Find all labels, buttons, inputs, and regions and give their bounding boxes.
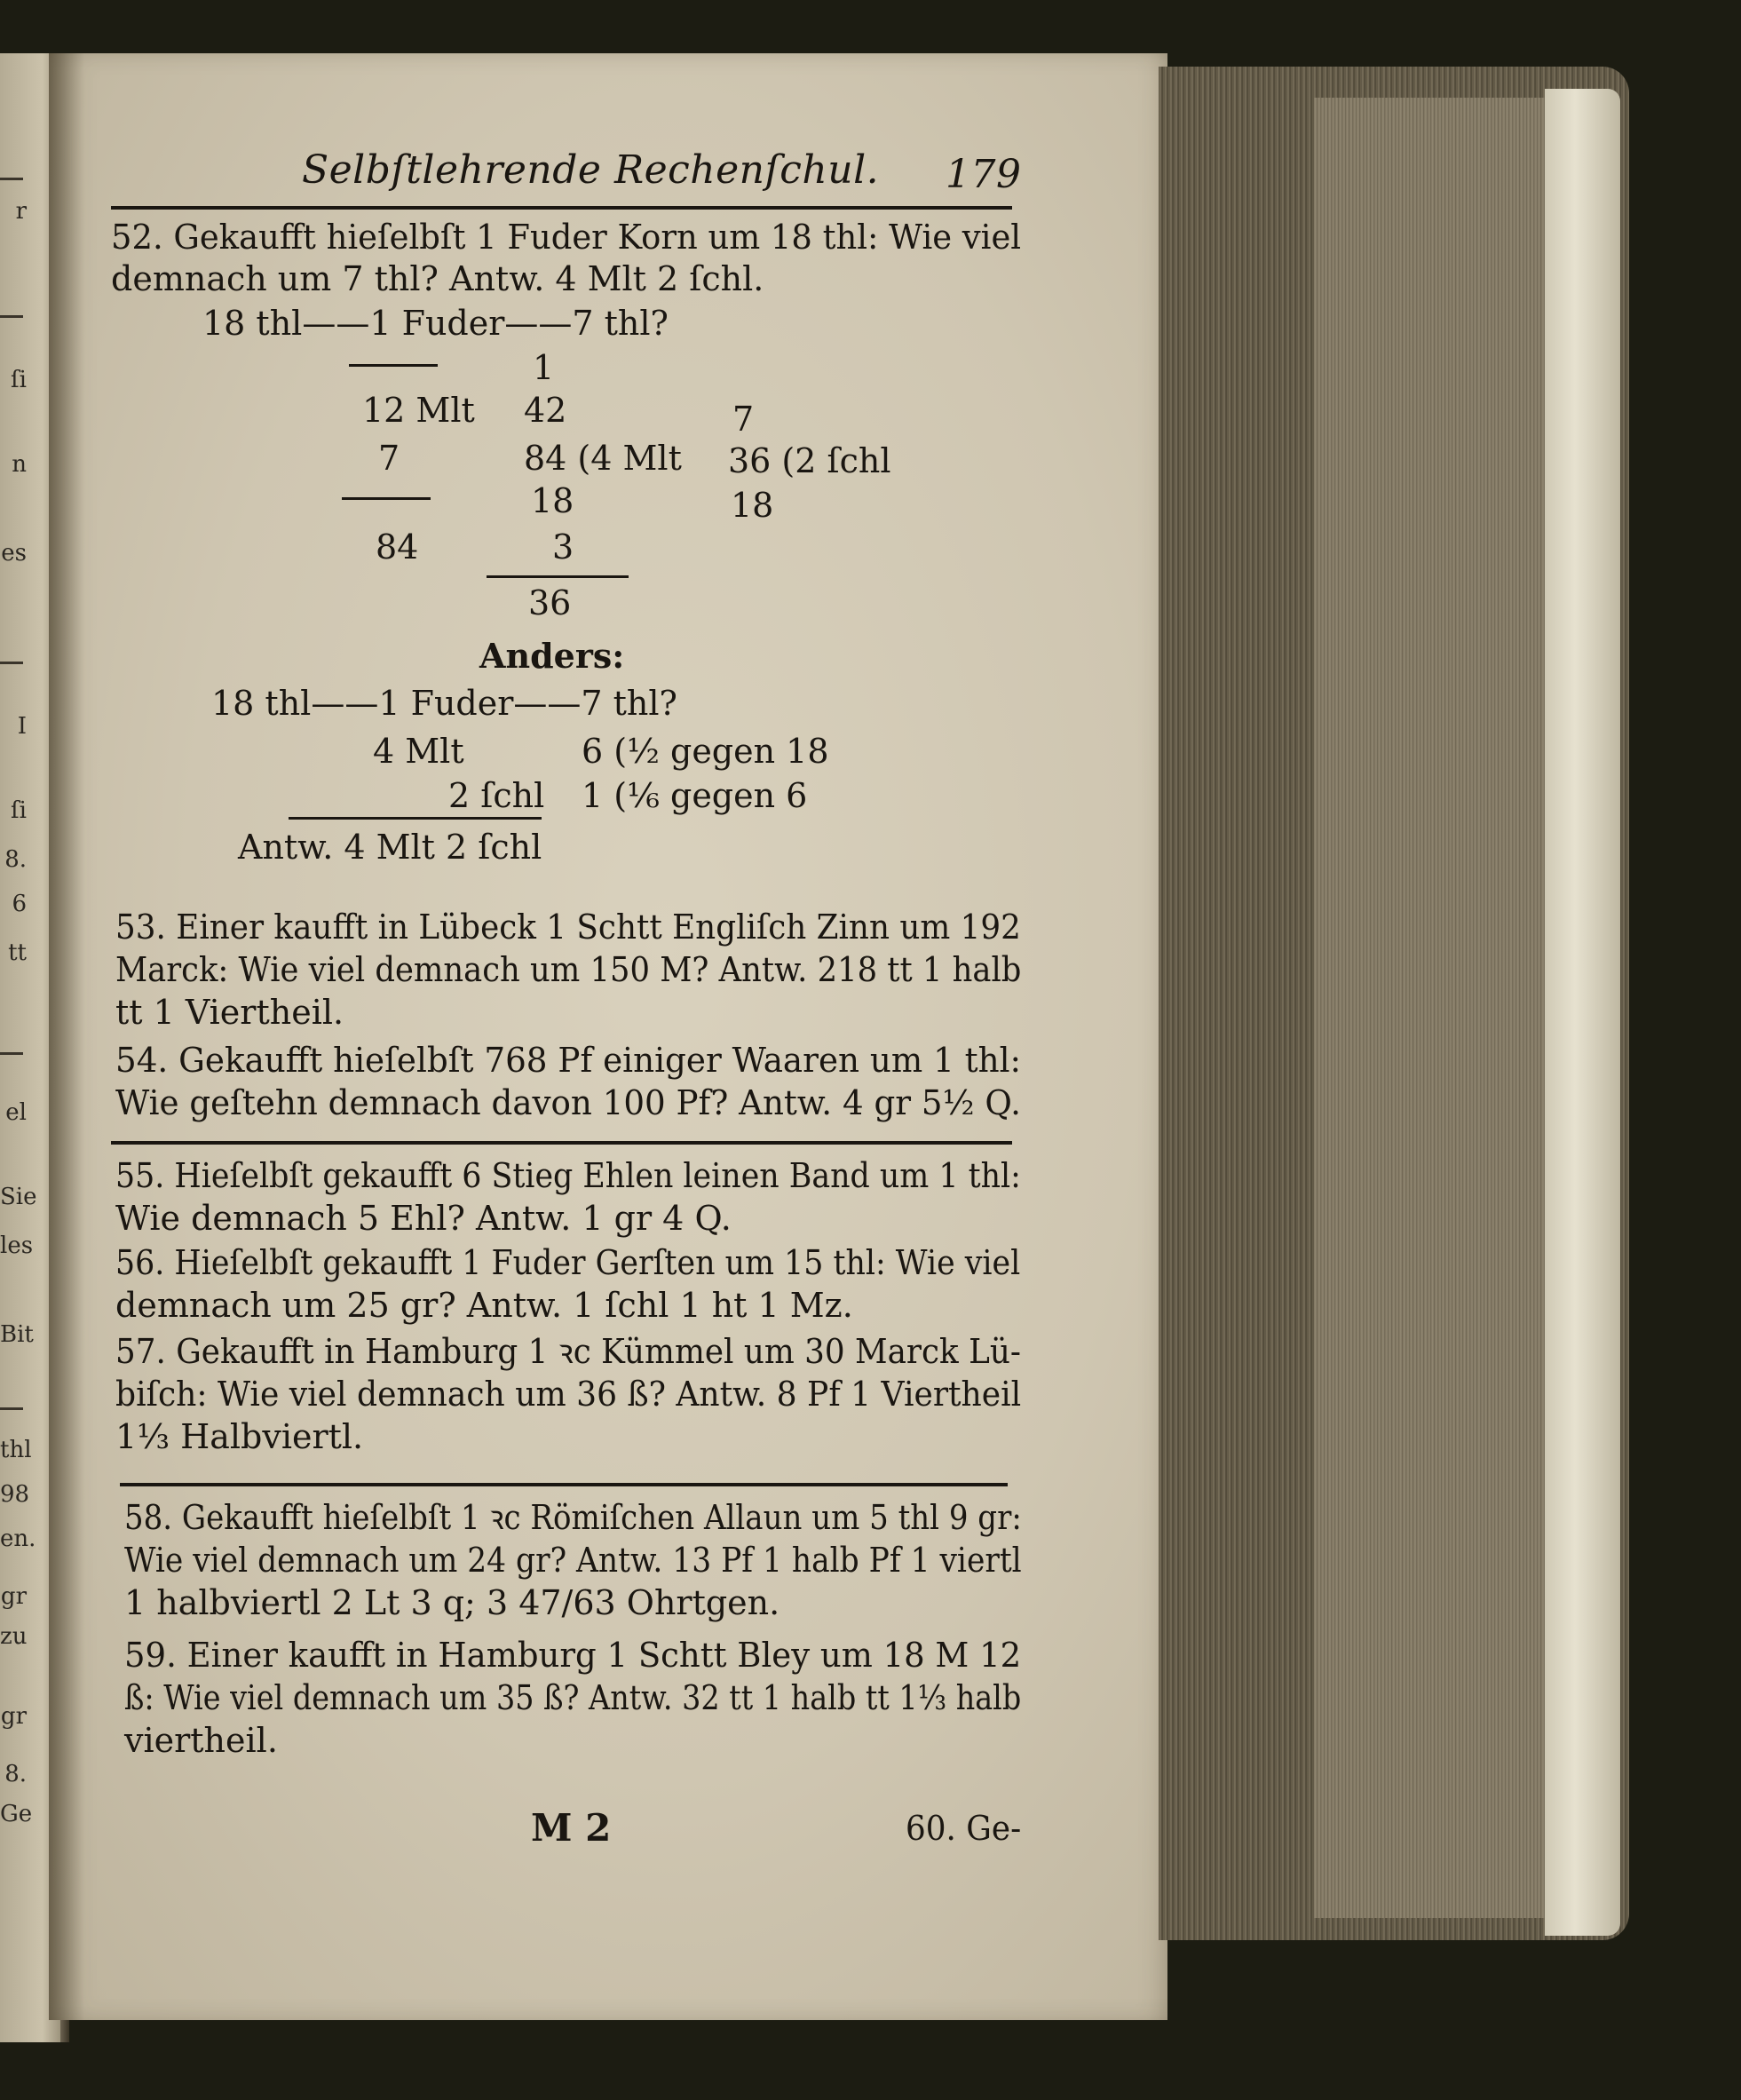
calc-value: 18 [531,481,574,520]
left-fragment: 98 [0,1481,30,1508]
calc-value: 18 [731,486,774,525]
running-head-title: Selbſtlehrende Rechenſchul. [302,147,880,193]
calc-value: 6 (½ gegen 18 [582,732,829,771]
calc-value: 42 [524,391,567,430]
problem-53-line: 53. Einer kaufft in Lübeck 1 Schtt Engliſch Zinn um 192 [115,907,1021,947]
calc-rule [289,817,542,820]
calc-proportion-line: 18 thl——1 Fuder——7 thl? [211,684,677,723]
left-fragment: n [12,451,27,478]
left-fragment: gr [0,1703,27,1730]
problem-53-line: Marck: Wie viel demnach um 150 M? Antw. 218 tt 1 halb [115,950,1022,989]
problem-52-line: 52. Gekaufft hieſelbſt 1 Fuder Korn um 18 thl: Wie viel [111,218,1022,257]
problem-59-line: 59. Einer kaufft in Hamburg 1 Schtt Bley um 18 M 12 [124,1636,1022,1675]
problem-57-line: biſch: Wie viel demnach um 36 ß? Antw. 8 Pf 1 Viertheil [115,1375,1022,1414]
left-fragment: Sie [0,1184,37,1210]
left-rule [0,178,23,180]
calc-value: 1 [533,348,555,387]
calc-value: 84 (4 Mlt [524,439,682,478]
page-number: 179 [946,152,1022,197]
left-fragment: thl [0,1437,32,1463]
problem-59-line: ß: Wie viel demnach um 35 ß? Antw. 32 tt 1 halb tt 1⅓ halb [124,1678,1022,1717]
left-fragment: Bit [0,1321,34,1348]
left-rule [0,662,23,664]
section-rule [120,1483,1008,1486]
calc-proportion-line: 18 thl——1 Fuder——7 thl? [202,304,669,343]
left-fragment: r [15,198,27,225]
problem-58-line: 58. Gekaufft hieſelbſt 1 ꝛc Römiſchen Allaun um 5 thl 9 gr: [124,1498,1022,1537]
problem-54-line: 54. Gekaufft hieſelbſt 768 Pf einiger Waaren um 1 thl: [115,1041,1022,1080]
left-fragment: zu [0,1623,28,1650]
calc-value: 36 [528,583,572,622]
catchword: 60. Ge- [906,1809,1022,1848]
calc-rule [487,575,629,578]
left-fragment: 8. [4,846,27,873]
left-fragment: en. [0,1525,36,1552]
left-fragment: ſi [11,797,27,824]
calc-value: 3 [552,527,574,567]
book-cover-edge [1545,89,1620,1936]
calc-value: 4 Mlt [373,732,464,771]
signature-mark: M 2 [531,1806,612,1850]
calc-answer: Antw. 4 Mlt 2 ſchl [238,828,542,867]
header-rule [111,206,1012,210]
left-fragment: el [5,1099,27,1126]
problem-56-line: 56. Hieſelbſt gekaufft 1 Fuder Gerſten um 15 thl: Wie viel [115,1243,1021,1282]
calc-rule [349,364,438,367]
left-rule [0,315,23,318]
page-gutter-shadow [49,53,84,2020]
section-rule [111,1141,1012,1145]
problem-56-line: demnach um 25 gr? Antw. 1 ſchl 1 ht 1 Mz. [115,1286,853,1325]
calc-value: 7 [732,400,755,439]
left-rule [0,1407,23,1410]
left-fragment: es [1,540,27,567]
calc-value: 36 (2 ſchl [728,441,891,480]
problem-55-line: 55. Hieſelbſt gekaufft 6 Stieg Ehlen leinen Band um 1 thl: [115,1156,1021,1195]
left-fragment: les [0,1232,34,1259]
anders-label: Anders: [479,636,625,676]
left-fragment: I [17,713,27,740]
left-fragment: ſi [11,367,27,393]
problem-57-line: 1⅓ Halbviertl. [115,1417,364,1456]
calc-value: 84 [376,527,419,567]
calc-rule [342,497,431,500]
left-fragment: tt [8,939,27,966]
calc-value: 1 (⅙ gegen 6 [582,776,808,815]
left-fragment: 8. [4,1761,27,1787]
problem-58-line: Wie viel demnach um 24 gr? Antw. 13 Pf 1 halb Pf 1 viertl [124,1541,1022,1580]
problem-57-line: 57. Gekaufft in Hamburg 1 ꝛc Kümmel um 30 Marck Lü- [115,1332,1021,1371]
left-fragment: 6 [12,891,27,917]
problem-59-line: viertheil. [124,1721,278,1760]
left-fragment: Ge [0,1801,33,1827]
calc-value: 2 ſchl [448,776,545,815]
problem-55-line: Wie demnach 5 Ehl? Antw. 1 gr 4 Q. [115,1199,732,1238]
problem-54-line: Wie geſtehn demnach davon 100 Pf? Antw. 4 gr 5½ Q. [115,1083,1021,1122]
left-fragment: gr [0,1583,27,1610]
problem-52-line: demnach um 7 thl? Antw. 4 Mlt 2 ſchl. [111,259,764,298]
problem-53-line: tt 1 Viertheil. [115,993,344,1032]
calc-value: 7 [378,439,400,478]
book-fore-edge-inner [1314,98,1545,1918]
left-rule [0,1052,23,1055]
calc-value: 12 Mlt [362,391,475,430]
problem-58-line: 1 halbviertl 2 Lt 3 q; 3 47/63 Ohrtgen. [124,1583,780,1622]
